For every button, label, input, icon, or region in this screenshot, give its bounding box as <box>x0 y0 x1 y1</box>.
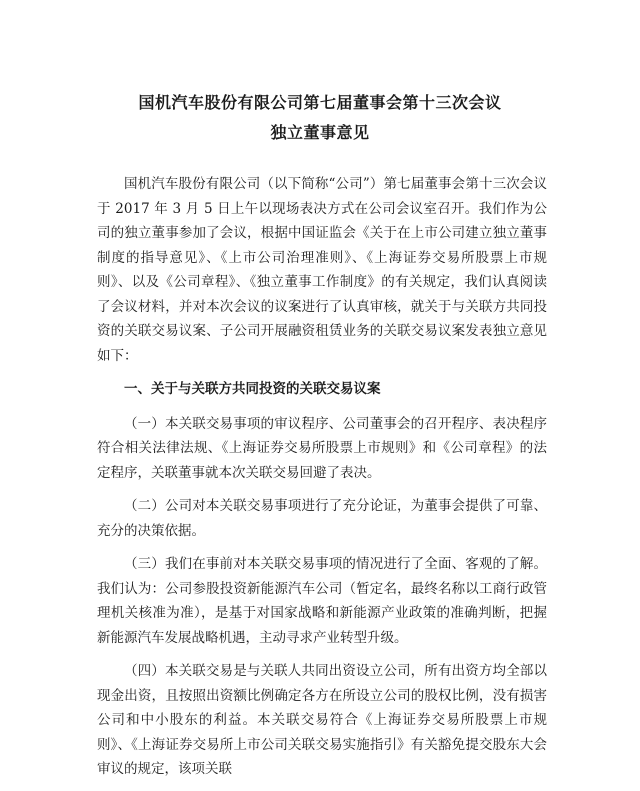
document-subtitle: 独立董事意见 <box>270 123 370 142</box>
intro-paragraph: 国机汽车股份有限公司（以下简称“公司”）第七届董事会第十三次会议于 2017 年 3 月 5 日上午以现场表决方式在公司会议室召开。我们作为公司的独立董事参加了会议，根据中国证监会《关于在上市公司建立独立董事制度的指导意见》、《上市公司治理准则》、《上海证券交易所股票上市规则》、以及《公司章程》、《独立董事工作制度》的有关规定，我们认真阅读了会议材料，并对本次会议的议案进行了认真审核，就关于与关联方共同投资的关联交易议案、子公司开展融资租赁业务的关联交易议案发表独立意见如下： <box>97 176 547 364</box>
item-paragraph-4: （四）本关联交易是与关联人共同出资设立公司，所有出资方均全部以现金出资，且按照出资额比例确定各方在所设立公司的股权比例，没有损害公司和中小股东的利益。本关联交易符合《上海证券交易所股票上市规则》、《上海证券交易所上市公司关联交易实施指引》有关豁免提交股东大会审议的规定，该项关联 <box>97 663 547 777</box>
document-body <box>97 172 547 791</box>
section-heading: 一、关于与关联方共同投资的关联交易议案 <box>124 381 381 397</box>
document-title: 国机汽车股份有限公司第七届董事会第十三次会议 <box>138 93 502 112</box>
item-paragraph-2: （二）公司对本关联交易事项进行了充分论证，为董事会提供了可靠、充分的决策依据。 <box>97 498 547 539</box>
item-paragraph-1: （一）本关联交易事项的审议程序、公司董事会的召开程序、表决程序符合相关法律法规、《上海证券交易所股票上市规则》和《公司章程》的法定程序，关联董事就本次关联交易回避了表决。 <box>97 415 547 481</box>
item-paragraph-3: （三）我们在事前对本关联交易事项的情况进行了全面、客观的了解。我们认为：公司参股投资新能源汽车公司（暂定名，最终名称以工商行政管理机关核准为准），是基于对国家战略和新能源产业政策的准确判断，把握新能源汽车发展战略机遇，主动寻求产业转型升级。 <box>97 556 547 646</box>
